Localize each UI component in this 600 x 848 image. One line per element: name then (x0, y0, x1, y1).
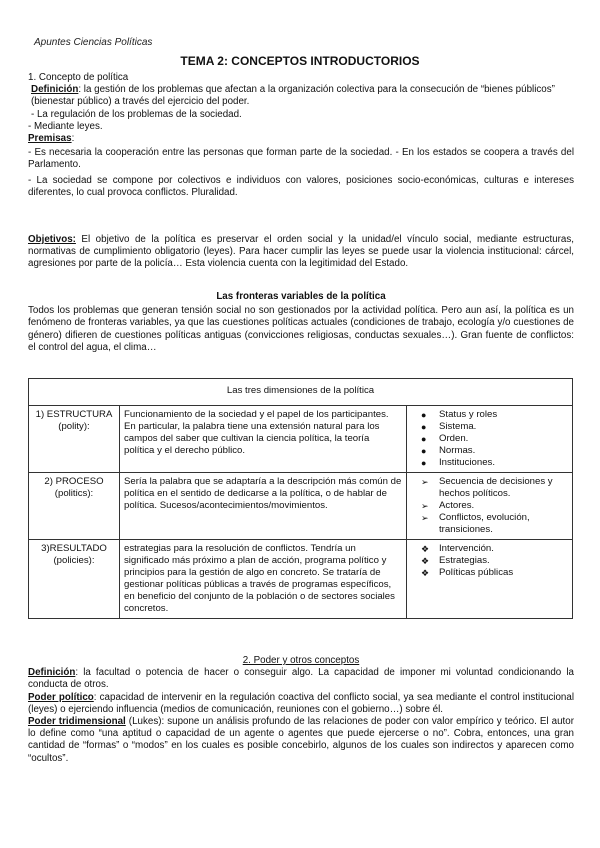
arrow-bullet-icon: ➢ (421, 513, 429, 523)
premisas-heading: Premisas: (28, 133, 75, 145)
bullet-regulacion: - La regulación de los problemas de la sociedad. (31, 108, 242, 120)
premisa-2: - La sociedad se compone por colectivos e individuos con valores, posiciones socio-económicas, culturas e intereses diferentes, lo cual provoca conflictos. Pluralidad. (28, 174, 574, 198)
dimension-label: 1) ESTRUCTURA (polity): (29, 406, 120, 473)
page-title: TEMA 2: CONCEPTOS INTRODUCTORIOS (180, 54, 420, 68)
poder-tridimensional: Poder tridimensional (Lukes): supone un análisis profundo de las relaciones de poder con valor empírico y teórico. El autor lo define como “una aptitud o capacidad de un agente o agentes que puede ejercerse o no”. Cobra, entonces, una gran cantidad de “formas” o “modos” en los cuales es posible concebirlo, algunos de los cuales son indirectos y aparecen como “ocultos”. (28, 716, 574, 764)
section-1-heading: 1. Concepto de política (28, 72, 129, 83)
diamond-bullet-icon: ❖ (421, 544, 430, 554)
table-row (29, 406, 573, 473)
bullet-dot-icon: ● (421, 422, 427, 432)
table-caption: Las tres dimensiones de la política (29, 379, 573, 406)
dimension-list-cell (407, 406, 573, 473)
dimension-list (411, 409, 568, 469)
definition-paragraph (28, 84, 574, 108)
poder-definition: Definición: la facultad o potencia de hacer o conseguir algo. La capacidad de imponer mi voluntad condicionando la conducta de otros. (28, 667, 574, 691)
definition-text: : la gestión de los problemas que afectan a la organización colectiva para la consecución de “bienes públicos” (bienestar público) a través del ejercicio del poder. (31, 84, 555, 108)
objetivos-paragraph (28, 234, 574, 271)
fronteras-section (28, 291, 574, 354)
dimension-description: Sería la palabra que se adaptaría a la descripción más común de política en el sentido de dedicarse a la política, o de hablar de política. Sucesos/acontecimientos/movimientos. (120, 473, 407, 540)
list-item: ● Instituciones. (421, 457, 495, 468)
premisas-label: Premisas (28, 133, 72, 145)
dimension-list (411, 476, 568, 536)
dimension-list-cell (407, 540, 573, 619)
section-1 (28, 72, 574, 199)
arrow-bullet-icon: ➢ (421, 501, 429, 511)
running-header: Apuntes Ciencias Políticas (34, 37, 153, 48)
diamond-bullet-icon: ❖ (421, 556, 430, 566)
list-item: ● Normas. (421, 445, 476, 456)
list-item: ❖ Políticas públicas (421, 567, 514, 578)
list-item: ● Orden. (421, 433, 469, 444)
list-item: ➢ Conflictos, evolución, transiciones. (421, 512, 530, 535)
poder-tridimensional-label: Poder tridimensional (28, 716, 126, 728)
objetivos-label: Objetivos: (28, 234, 76, 245)
arrow-bullet-icon: ➢ (421, 477, 429, 487)
list-item: ❖ Estrategias. (421, 555, 490, 566)
table-row (29, 473, 573, 540)
poder-definition-label: Definición (28, 667, 76, 679)
dimension-label: 2) PROCESO (politics): (29, 473, 120, 540)
list-item: ➢ Secuencia de decisiones y hechos políticos. (421, 476, 553, 499)
dimension-description: estrategias para la resolución de conflictos. Tendría un significado más próximo a plan de acción, programa político y principios para la gestión de algo en concreto. Se trataría de gestionar políticas públicas a través de programas específicos, en beneficio del conjunto de la población o de sectores sociales concretos. (120, 540, 407, 619)
table-caption-row (29, 379, 573, 406)
premisa-1: - Es necesaria la cooperación entre las personas que forman parte de la sociedad. - En los estados se coopera a través del Parlamento. (28, 147, 574, 171)
poder-politico-label: Poder político (28, 691, 94, 703)
bullet-dot-icon: ● (421, 446, 427, 456)
list-item: ❖ Intervención. (421, 543, 494, 554)
table-row (29, 540, 573, 619)
list-item: ● Status y roles (421, 409, 498, 420)
bullet-dot-icon: ● (421, 410, 427, 420)
dimension-label: 3)RESULTADO (policies): (29, 540, 120, 619)
dimension-list (411, 543, 568, 579)
bullet-dot-icon: ● (421, 458, 427, 468)
fronteras-text: Todos los problemas que generan tensión social no son gestionados por la actividad política. Pero aun así, la política es un fenómeno de fronteras variables, ya que las cuestiones políticas actuales (condiciones de trabajo, ecología y/o cuestiones de género) difieren de cuestiones políticas antiguas (convicciones religiosas, conductas sexuales…). Gran fuente de conflictos: el control del agua, el clima… (28, 305, 574, 353)
bullet-leyes: - Mediante leyes. (28, 120, 103, 132)
dimension-list-cell (407, 473, 573, 540)
diamond-bullet-icon: ❖ (421, 568, 430, 578)
bullet-dot-icon: ● (421, 434, 427, 444)
fronteras-title: Las fronteras variables de la política (216, 291, 386, 302)
section-2-heading: 2. Poder y otros conceptos (242, 655, 360, 666)
list-item: ● Sistema. (421, 421, 477, 432)
dimensions-table (28, 378, 573, 619)
dimension-description: Funcionamiento de la sociedad y el papel de los participantes. En particular, la palabra tiene una extensión natural para los campos del saber que cultivan la ciencia política, la teoría política y el derecho público. (120, 406, 407, 473)
section-2 (28, 655, 574, 765)
list-item: ➢ Actores. (421, 500, 475, 511)
poder-politico: Poder político: capacidad de intervenir en la regulación coactiva del conflicto social, ya sea mediante el control institucional (leyes) o ejerciendo influencia (medios de comunicación, reuniones con el gobierno…) sobre él. (28, 691, 574, 715)
definition-label: Definición (31, 84, 79, 96)
objetivos-text: El objetivo de la política es preservar el orden social y la unidad/el vínculo social, mediante estructuras, normativas de cumplimiento obligatorio (leyes). Para hacer cumplir las leyes se puede usar la violencia institucional: cárcel, agresiones por parte de la policía… Esta violencia cuenta con la legitimidad del Estado. (28, 234, 574, 270)
